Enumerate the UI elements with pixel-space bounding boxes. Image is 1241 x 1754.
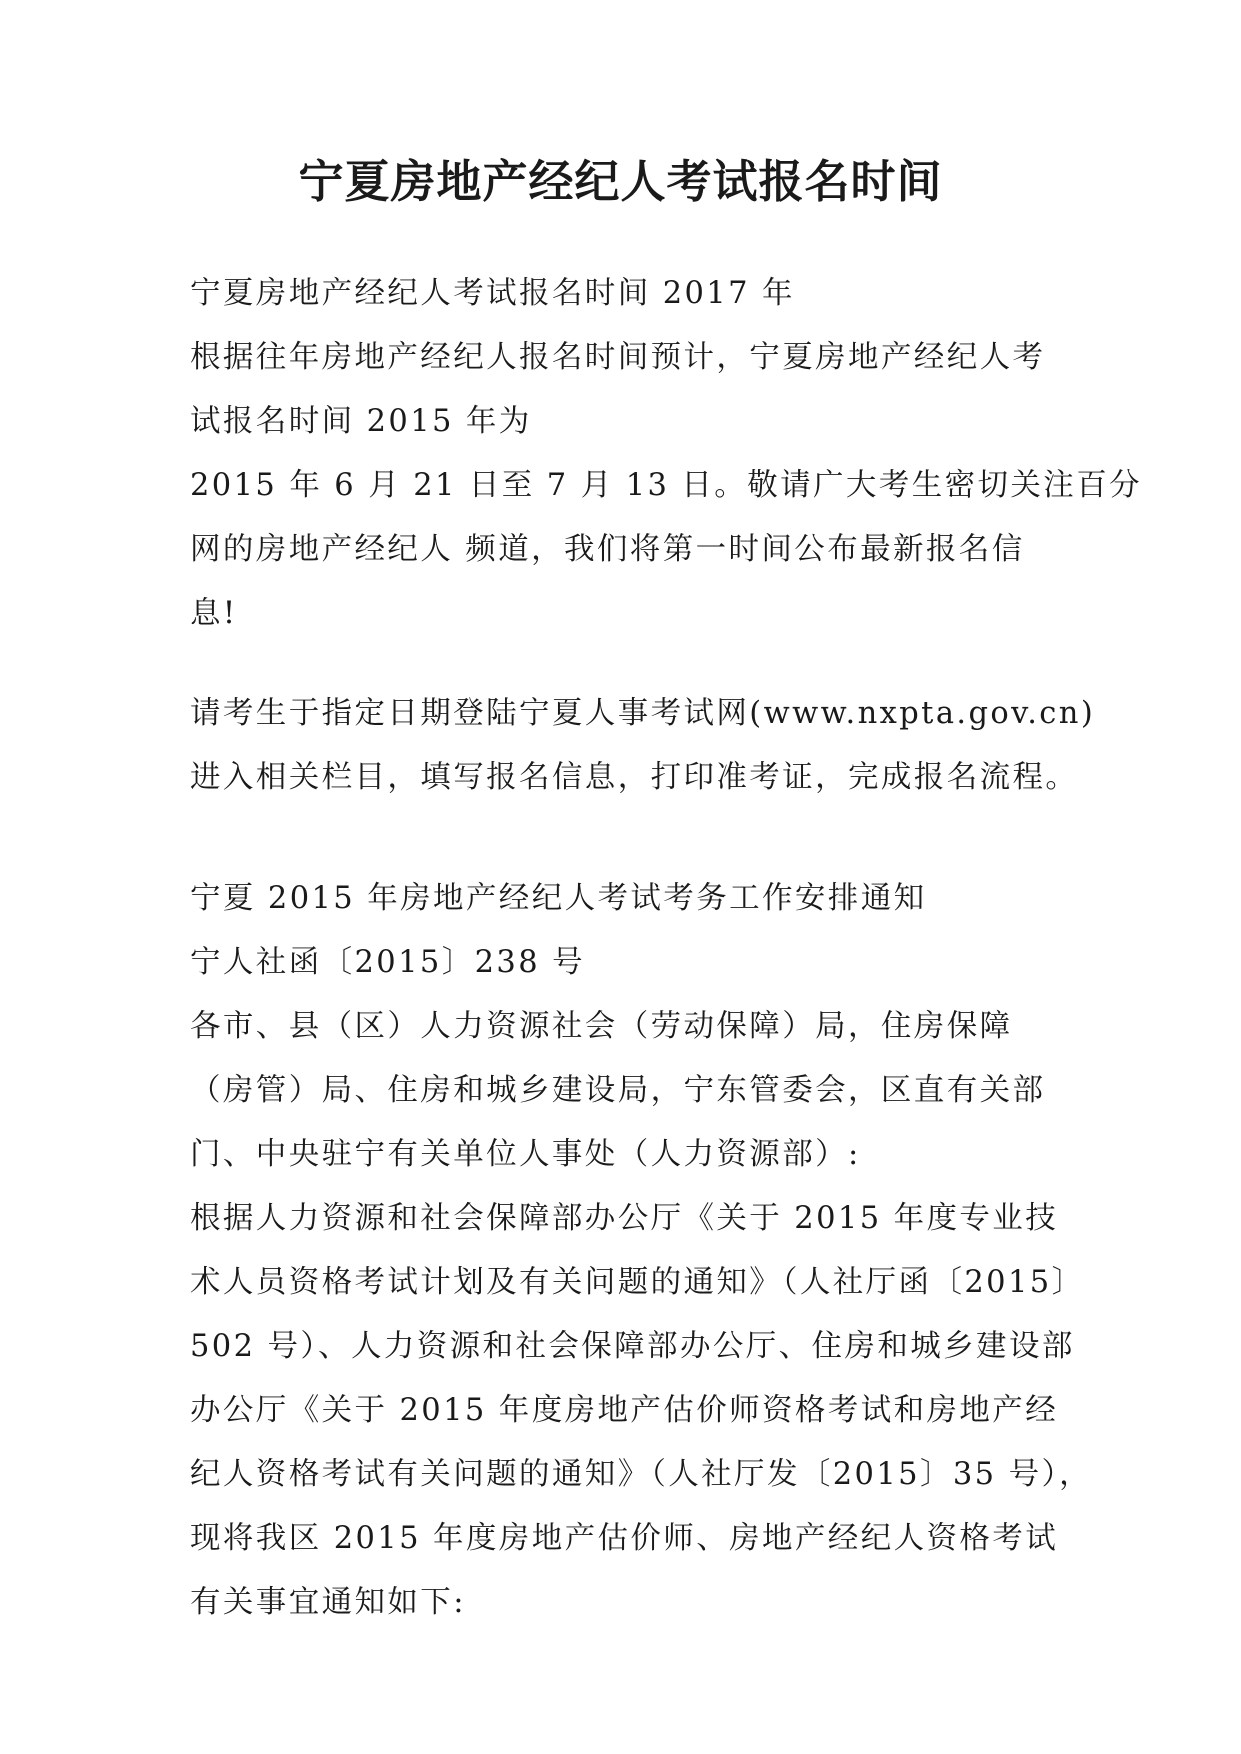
text-line: 各市、县（区）人力资源社会（劳动保障）局，住房保障 — [190, 1009, 1013, 1044]
paragraph-exam-notice — [190, 867, 1093, 1635]
text-line: 进入相关栏目，填写报名信息，打印准考证，完成报名流程。 — [190, 760, 1079, 795]
text-line: 术人员资格考试计划及有关问题的通知》（人社厅函〔2015〕 — [190, 1265, 1085, 1300]
text-line: （房管）局、住房和城乡建设局，宁东管委会，区直有关部 — [190, 1073, 1046, 1108]
paragraph-registration-time — [190, 262, 1143, 646]
paragraph-login-instructions — [190, 682, 1096, 810]
text-line: 现将我区 2015 年度房地产估价师、房地产经纪人资格考试 — [190, 1521, 1059, 1556]
text-line: 纪人资格考试有关问题的通知》（人社厅发〔2015〕35 号）， — [190, 1457, 1093, 1492]
text-line: 网的房地产经纪人 频道，我们将第一时间公布最新报名信 — [190, 532, 1025, 567]
text-line: 宁夏房地产经纪人考试报名时间 2017 年 — [190, 276, 795, 311]
text-line: 门、中央驻宁有关单位人事处（人力资源部）: — [190, 1137, 861, 1172]
text-line: 502 号）、人力资源和社会保障部办公厅、住房和城乡建设部 — [190, 1329, 1075, 1364]
text-line: 宁夏 2015 年房地产经纪人考试考务工作安排通知 — [190, 881, 927, 916]
text-line: 有关事宜通知如下: — [190, 1585, 466, 1620]
document-title: 宁夏房地产经纪人考试报名时间 — [298, 155, 943, 208]
text-line: 办公厅《关于 2015 年度房地产估价师资格考试和房地产经 — [190, 1393, 1059, 1428]
text-line: 试报名时间 2015 年为 — [190, 404, 532, 439]
text-line: 请考生于指定日期登陆宁夏人事考试网(www.nxpta.gov.cn) — [190, 696, 1096, 731]
text-line: 根据人力资源和社会保障部办公厅《关于 2015 年度专业技 — [190, 1201, 1059, 1236]
text-line: 息! — [190, 596, 238, 631]
text-line: 宁人社函〔2015〕238 号 — [190, 945, 586, 980]
text-line: 2015 年 6 月 21 日至 7 月 13 日。敬请广大考生密切关注百分 — [190, 468, 1143, 503]
text-line: 根据往年房地产经纪人报名时间预计，宁夏房地产经纪人考 — [190, 340, 1046, 375]
